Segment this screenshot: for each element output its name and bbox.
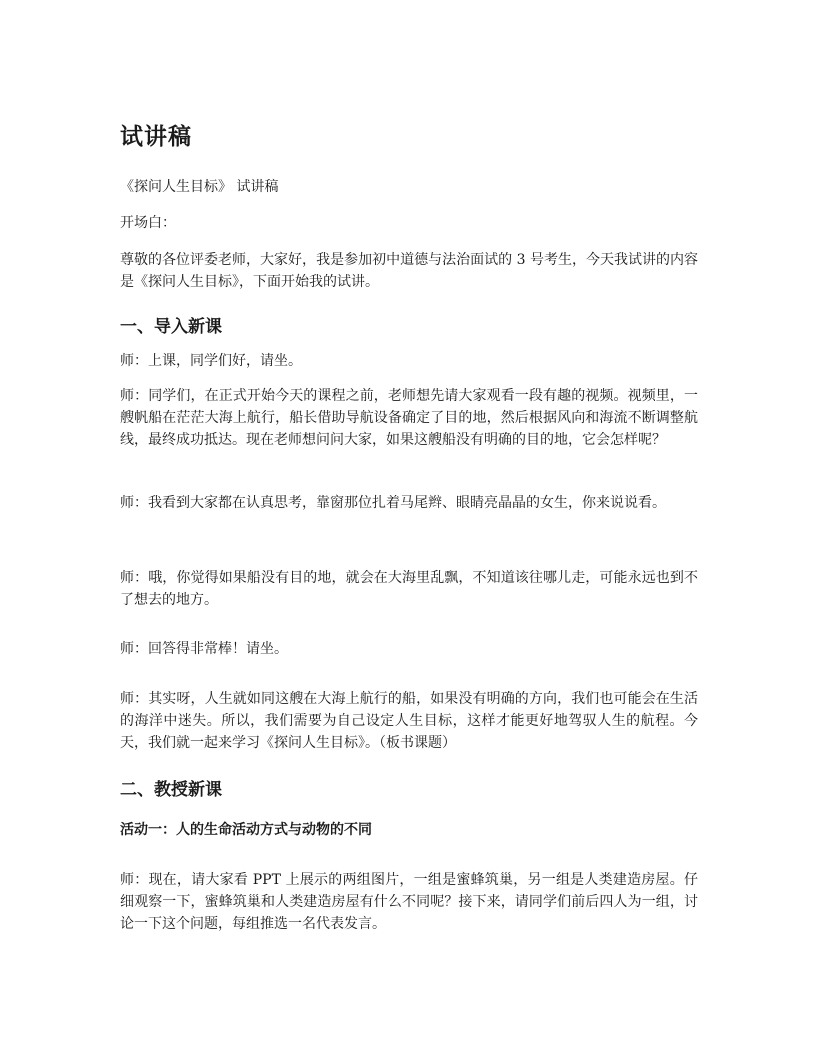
paragraph: 师：同学们，在正式开始今天的课程之前，老师想先请大家观看一段有趣的视频。视频里，一艘帆船在茫茫大海上航行，船长借助导航设备确定了目的地，然后根据风向和海流不断调整航线，最终成功抵达。现在老师想问问大家，如果这艘船没有明确的目的地，它会怎样呢？ xyxy=(120,388,698,448)
opening-paragraph: 尊敬的各位评委老师，大家好，我是参加初中道德与法治面试的 3 号考生，今天我试讲的内容是《探问人生目标》，下面开始我的试讲。 xyxy=(120,252,698,290)
paragraph: 师：哦，你觉得如果船没有目的地，就会在大海里乱飘，不知道该往哪儿走，可能永远也到不了想去的地方。 xyxy=(120,570,698,608)
section-heading-teaching: 二、教授新课 xyxy=(120,780,222,800)
activity-heading: 活动一：人的生命活动方式与动物的不同 xyxy=(120,822,372,838)
document-subtitle: 《探问人生目标》 试讲稿 xyxy=(120,179,279,195)
paragraph: 师：其实呀，人生就如同这艘在大海上航行的船，如果没有明确的方向，我们也可能会在生活的海洋中迷失。所以，我们需要为自己设定人生目标，这样才能更好地驾驭人生的航程。今天，我们就一起来学习《探问人生目标》。（板书课题） xyxy=(120,691,698,751)
opening-label: 开场白： xyxy=(120,215,176,231)
paragraph: 师：上课，同学们好，请坐。 xyxy=(120,353,302,369)
paragraph: 师：回答得非常棒！请坐。 xyxy=(120,641,288,657)
document-title: 试讲稿 xyxy=(120,124,192,150)
paragraph: 师：现在，请大家看 PPT 上展示的两组图片，一组是蜜蜂筑巢，另一组是人类建造房屋。仔细观察一下，蜜蜂筑巢和人类建造房屋有什么不同呢？接下来，请同学们前后四人为一组，讨论一下这个问题，每组推选一名代表发言。 xyxy=(120,872,698,932)
paragraph: 师：我看到大家都在认真思考，靠窗那位扎着马尾辫、眼睛亮晶晶的女生，你来说说看。 xyxy=(120,495,666,511)
section-heading-intro: 一、导入新课 xyxy=(120,317,222,337)
